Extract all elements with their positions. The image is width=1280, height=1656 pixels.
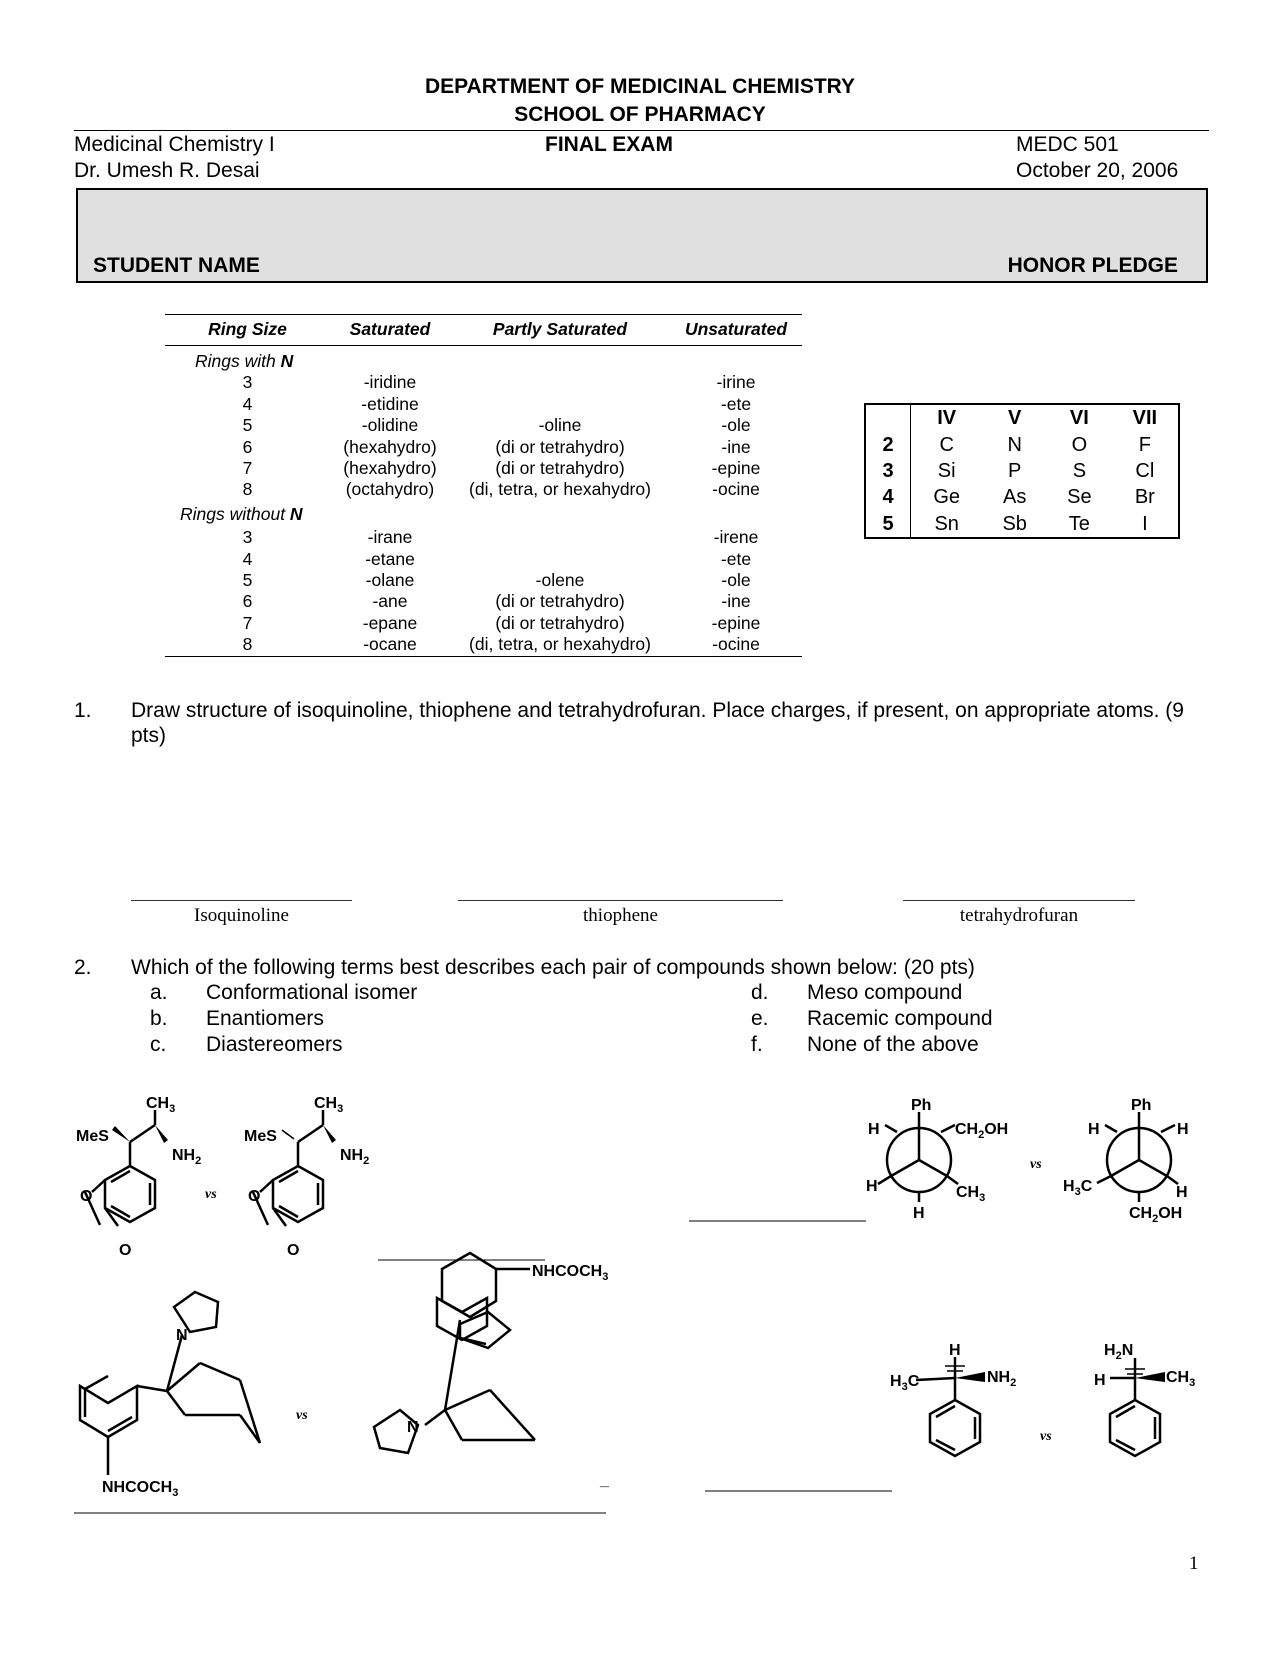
structure-pair3-left — [80, 1292, 260, 1499]
course-code: MEDC 501 — [1016, 133, 1119, 156]
unsaturated-suffix: -ole — [721, 570, 751, 591]
suffix-row — [165, 591, 802, 612]
element-cell: I — [1142, 512, 1148, 535]
o-label: O — [287, 1242, 300, 1259]
period-label: 2 — [865, 432, 911, 458]
school-title: SCHOOL OF PHARMACY — [514, 103, 766, 126]
ring-size: 8 — [165, 634, 330, 656]
n-label: N — [176, 1327, 188, 1344]
ring-size: 7 — [242, 458, 253, 479]
structure-pair4-right — [1094, 1342, 1195, 1456]
partly-saturated-suffix: (di, tetra, or hexahydro) — [469, 479, 651, 500]
exam-title: FINAL EXAM — [545, 133, 673, 156]
unsaturated-suffix: -ine — [721, 591, 751, 612]
structure-pair2-left — [866, 1097, 1008, 1222]
group-header: IV — [937, 407, 957, 430]
answer-blank-tetrahydrofuran[interactable] — [903, 900, 1135, 901]
ring-size: 4 — [242, 393, 253, 414]
partly-saturated-suffix — [450, 549, 670, 570]
suffix-row — [165, 549, 802, 570]
element-cell: Cl — [1135, 459, 1155, 482]
col-saturated: Saturated — [330, 315, 450, 346]
structure-pair4-left — [890, 1342, 1016, 1456]
chemical-structures — [0, 1080, 1280, 1550]
partly-saturated-suffix — [450, 527, 670, 548]
partly-saturated-suffix: -olene — [535, 570, 585, 591]
o-label: O — [119, 1242, 132, 1259]
option-letter: c. — [150, 1033, 167, 1056]
ch3-label: $CH_3$ — [956, 1184, 986, 1204]
suffix-row — [165, 415, 802, 436]
option-text: Enantiomers — [206, 1007, 324, 1030]
h-label: H — [866, 1178, 878, 1195]
element-cell: As — [1003, 486, 1027, 509]
option-text: Diastereomers — [206, 1033, 343, 1056]
partly-saturated-suffix: (di or tetrahydro) — [495, 591, 625, 612]
student-info-box[interactable] — [76, 188, 1208, 283]
exam-date: October 20, 2006 — [1016, 159, 1179, 182]
saturated-suffix: -irane — [367, 527, 413, 548]
honor-pledge-label: HONOR PLEDGE — [1007, 254, 1178, 277]
o-label: O — [248, 1188, 261, 1205]
element-cell: O — [1071, 433, 1088, 456]
saturated-suffix: (hexahydro) — [343, 458, 437, 479]
answer-blank-thiophene[interactable] — [458, 900, 783, 901]
suffix-row — [165, 570, 802, 591]
suffix-row — [165, 458, 802, 479]
ring-size: 4 — [242, 548, 253, 569]
unsaturated-suffix: -epine — [711, 458, 761, 479]
q2-text: Which of the following terms best describes each pair of compounds shown below: (20 pts) — [131, 956, 975, 979]
unsaturated-suffix: -irene — [713, 527, 759, 548]
suffix-row — [165, 479, 802, 500]
ch3-label: $CH_3$ — [146, 1095, 176, 1115]
ring-suffix-table — [165, 315, 802, 657]
o-label: O — [80, 1188, 93, 1205]
option-text: Conformational isomer — [206, 981, 418, 1004]
structure-pair1-left — [76, 1095, 201, 1259]
element-cell: Br — [1134, 486, 1155, 509]
nh2-label: $NH_2$ — [340, 1147, 370, 1167]
h-label: H — [913, 1205, 925, 1222]
saturated-suffix: (octahydro) — [345, 479, 435, 500]
h-label: H — [1094, 1372, 1106, 1389]
section-rings-with-n: Rings with N — [195, 351, 294, 371]
h-label: H — [1176, 1184, 1188, 1201]
element-cell: Ge — [933, 486, 961, 509]
element-cell: C — [939, 433, 954, 456]
period-label: 5 — [865, 510, 911, 538]
option-letter: e. — [751, 1007, 769, 1030]
saturated-suffix: -olidine — [361, 415, 419, 436]
vs-label: vs — [1040, 1429, 1052, 1444]
option-letter: d. — [751, 981, 769, 1004]
q2-number: 2. — [74, 956, 92, 979]
page-number: 1 — [1189, 1553, 1199, 1574]
ch2oh-label: $CH_2OH$ — [1129, 1205, 1183, 1225]
option-letter: f. — [751, 1033, 763, 1056]
vs-label: vs — [296, 1408, 308, 1423]
h-label: H — [868, 1121, 880, 1138]
element-cell: Se — [1067, 486, 1092, 509]
saturated-suffix: -olane — [365, 570, 415, 591]
answer-blank-isoquinoline[interactable] — [131, 900, 352, 901]
element-cell: Sn — [934, 512, 959, 535]
q1-text: Draw structure of isoquinoline, thiophene and tetrahydrofuran. Place charges, if present, on appropriate atoms. (9 pts) — [131, 699, 1184, 747]
ring-size: 6 — [242, 591, 253, 612]
vs-label: vs — [1030, 1157, 1042, 1172]
mes-label: MeS — [76, 1128, 109, 1145]
ring-size: 6 — [242, 436, 253, 457]
nh2-label: $NH_2$ — [172, 1147, 202, 1167]
element-cell: S — [1072, 459, 1087, 482]
h-label: H — [1177, 1121, 1189, 1138]
unsaturated-suffix: -irine — [716, 372, 756, 393]
nhcoch3-label: $NHCOCH_3$ — [102, 1479, 179, 1499]
ring-size: 8 — [242, 479, 253, 500]
nh2-label: $NH_2$ — [987, 1369, 1017, 1389]
col-partly-saturated: Partly Saturated — [450, 315, 670, 346]
suffix-row — [165, 527, 802, 548]
element-cell: F — [1138, 433, 1151, 456]
n-label: N — [407, 1419, 419, 1436]
department-title: DEPARTMENT OF MEDICINAL CHEMISTRY — [424, 75, 856, 98]
instructor: Dr. Umesh R. Desai — [74, 159, 260, 182]
option-text: Meso compound — [807, 981, 963, 1004]
option-text: Racemic compound — [807, 1007, 993, 1030]
col-unsaturated: Unsaturated — [670, 315, 802, 346]
label-thiophene: thiophene — [583, 905, 658, 926]
suffix-row — [165, 394, 802, 415]
course-name: Medicinal Chemistry I — [74, 133, 275, 156]
saturated-suffix: -ocane — [330, 634, 450, 656]
unsaturated-suffix: -ine — [721, 436, 751, 457]
option-letter: a. — [150, 981, 168, 1004]
partly-saturated-suffix — [450, 372, 670, 393]
label-isoquinoline: Isoquinoline — [194, 905, 289, 926]
stray-dash: _ — [600, 1472, 609, 1489]
ring-size: 7 — [242, 612, 253, 633]
element-cell: Sb — [1002, 512, 1027, 535]
header-rule — [74, 130, 1209, 131]
period-label: 3 — [865, 458, 911, 484]
ph-label: Ph — [911, 1097, 932, 1114]
partly-saturated-suffix: (di or tetrahydro) — [495, 436, 625, 457]
element-cell: P — [1008, 459, 1022, 482]
saturated-suffix: -epane — [362, 612, 418, 633]
ch3-label: $CH_3$ — [1166, 1369, 1196, 1389]
h2n-label: $H_2N$ — [1104, 1342, 1134, 1362]
element-cell: Si — [937, 459, 956, 482]
partly-saturated-suffix: (di or tetrahydro) — [495, 458, 625, 479]
element-cell: N — [1007, 433, 1022, 456]
suffix-row — [165, 437, 802, 458]
mes-label: MeS — [244, 1128, 277, 1145]
unsaturated-suffix: -ocine — [670, 634, 802, 656]
group-header: V — [1008, 407, 1022, 430]
student-name-label: STUDENT NAME — [93, 254, 260, 277]
unsaturated-suffix: -epine — [711, 612, 761, 633]
option-letter: b. — [150, 1007, 168, 1030]
saturated-suffix: -etidine — [361, 393, 419, 414]
nhcoch3-label: $NHCOCH_3$ — [532, 1263, 609, 1283]
unsaturated-suffix: -ete — [720, 393, 752, 414]
ring-size: 3 — [242, 527, 253, 548]
period-label: 4 — [865, 484, 911, 510]
h-label: H — [949, 1342, 961, 1359]
label-tetrahydrofuran: tetrahydrofuran — [959, 905, 1079, 926]
saturated-suffix: -iridine — [363, 372, 417, 393]
suffix-row — [165, 634, 802, 656]
suffix-row — [165, 613, 802, 634]
h-label: H — [1088, 1121, 1100, 1138]
option-text: None of the above — [807, 1033, 979, 1056]
partly-saturated-suffix: -oline — [538, 415, 582, 436]
unsaturated-suffix: -ete — [720, 548, 752, 569]
h3c-label: $H_3C$ — [890, 1373, 920, 1393]
structure-pair3-right — [374, 1253, 608, 1453]
ch3-label: $CH_3$ — [314, 1095, 344, 1115]
partly-saturated-suffix: (di or tetrahydro) — [495, 612, 625, 633]
group-header: VI — [1069, 407, 1089, 430]
section-rings-without-n: Rings without N — [180, 503, 303, 524]
ch2oh-label: $CH_2OH$ — [955, 1121, 1009, 1141]
ring-size: 5 — [242, 570, 253, 591]
structure-pair2-right — [1063, 1097, 1189, 1225]
saturated-suffix: (hexahydro) — [343, 436, 437, 457]
element-cell: Te — [1068, 512, 1090, 535]
h3c-label: $H_3C$ — [1063, 1178, 1093, 1198]
periodic-mini-table — [864, 403, 1180, 539]
unsaturated-suffix: -ocine — [712, 479, 760, 500]
partly-saturated-suffix — [450, 394, 670, 415]
ring-size: 3 — [242, 372, 253, 393]
vs-label: vs — [205, 1187, 217, 1202]
q1-number: 1. — [74, 699, 92, 722]
saturated-suffix: -ane — [372, 591, 408, 612]
group-header: VII — [1132, 407, 1158, 430]
structure-pair1-right — [244, 1095, 369, 1259]
col-ring-size: Ring Size — [165, 315, 330, 346]
unsaturated-suffix: -ole — [721, 415, 751, 436]
partly-saturated-suffix: (di, tetra, or hexahydro) — [450, 634, 670, 656]
ph-label: Ph — [1131, 1097, 1152, 1114]
suffix-row — [165, 372, 802, 393]
saturated-suffix: -etane — [365, 548, 415, 569]
ring-size: 5 — [242, 415, 253, 436]
